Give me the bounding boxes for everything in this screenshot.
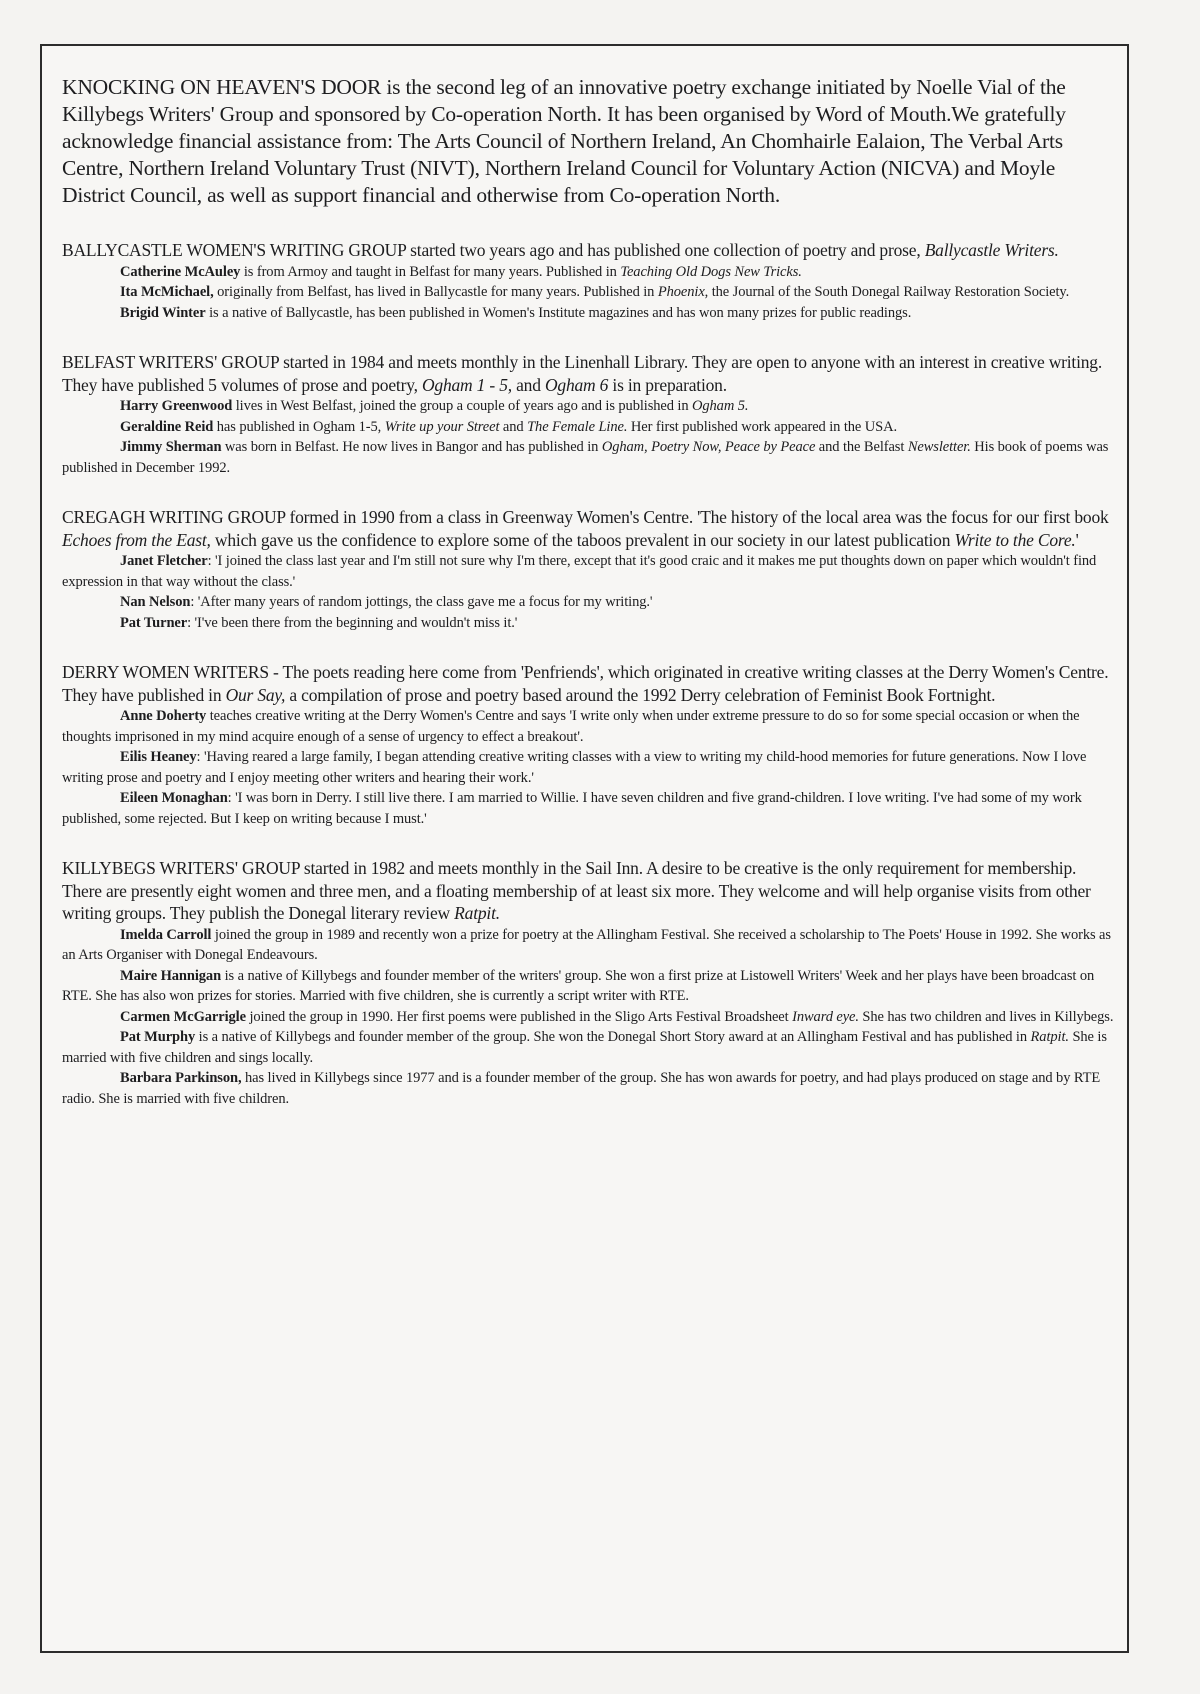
writer-entry: Ita McMichael, originally from Belfast, has lived in Ballycastle for many years. Published in Phoenix, the Journal of the South Donegal Railway Restoration Society. bbox=[120, 284, 1070, 300]
writer-name: Eilis Heaney bbox=[120, 749, 197, 765]
writer-name: Ita McMichael, bbox=[120, 284, 214, 300]
writer-name: Jimmy Sherman bbox=[120, 439, 222, 455]
publication-title: Ogham 5. bbox=[692, 398, 749, 414]
writer-entry: Carmen McGarrigle joined the group in 1990. Her first poems were published in the Sligo Arts Festival Broadsheet Inward eye. She has two children and lives in Killybegs. bbox=[120, 1008, 1114, 1025]
publication-title: Our Say, bbox=[225, 684, 286, 705]
writer-entry: Anne Doherty teaches creative writing at the Derry Women's Centre and says 'I write only when under extreme pressure to do so for some special occasion or when the thoughts imprisoned in my mind acquire enough of a sense of urgency to effect a breakout'. bbox=[62, 708, 1080, 745]
writer-entry: Imelda Carroll joined the group in 1989 and recently won a prize for poetry at the Allingham Festival. She received a scholarship to The Poets' House in 1992. She works as an Arts Organiser with Donegal Endeavours. bbox=[62, 926, 1111, 963]
writer-name: Brigid Winter bbox=[120, 304, 206, 321]
group-name: BALLYCASTLE WOMEN'S WRITING GROUP bbox=[62, 240, 406, 260]
publication-title: Ballycastle Writers. bbox=[924, 240, 1059, 260]
publication-title: Echoes from the East, bbox=[62, 529, 211, 550]
writer-name: Imelda Carroll bbox=[120, 926, 212, 943]
writer-entry: Barbara Parkinson, has lived in Killybegs since 1977 and is a founder member of the group. She has won awards for poetry, and had plays produced on stage and by RTE radio. She is married with five children. bbox=[62, 1070, 1101, 1107]
writer-name: Nan Nelson bbox=[120, 594, 191, 610]
group-description: DERRY WOMEN WRITERS - The poets reading here come from 'Penfriends', which originated in creative writing classes at the Derry Women's Centre. They have published in Our Say, a compilation of prose and poetry based around the 1992 Derry celebration of Feminist Book Fortnight. bbox=[62, 662, 1109, 705]
publication-title: Ratpit. bbox=[1030, 1029, 1069, 1045]
group-name: BELFAST WRITERS' GROUP bbox=[62, 352, 279, 372]
writer-entry: Eilis Heaney: 'Having reared a large family, I began attending creative writing classes with a view to writing my child-hood memories for future generations. Now I love writing prose and poetry and I enjoy meeting other writers and hearing their work.' bbox=[62, 749, 1087, 786]
writer-entry: Pat Murphy is a native of Killybegs and founder member of the group. She won the Donegal Short Story award at an Allingham Festival and has published in Ratpit. She is married with five children and sings locally. bbox=[62, 1029, 1107, 1066]
writer-name: Catherine McAuley bbox=[120, 263, 241, 280]
publication-title: Ogham 6 bbox=[544, 374, 609, 395]
writer-name: Maire Hannigan bbox=[120, 967, 222, 984]
group-name: KILLYBEGS WRITERS' GROUP bbox=[62, 858, 300, 878]
writer-name: Barbara Parkinson, bbox=[120, 1070, 242, 1086]
group-description: BELFAST WRITERS' GROUP started in 1984 and meets monthly in the Linenhall Library. They are open to anyone with an interest in creative writing. They have published 5 volumes of prose and poetry, Ogham 1 - 5, and Ogham 6 is in preparation. bbox=[62, 352, 1103, 395]
section-cregagh bbox=[62, 506, 1114, 633]
group-description: CREGAGH WRITING GROUP formed in 1990 from a class in Greenway Women's Centre. 'The history of the local area was the focus for our first book Echoes from the East, which gave us the confidence to explore some of the taboos prevalent in our society in our latest publication Write to the Core.' bbox=[62, 507, 1109, 550]
writer-entry: Harry Greenwood lives in West Belfast, joined the group a couple of years ago and is published in Ogham 5. bbox=[120, 398, 749, 414]
intro-title: KNOCKING ON HEAVEN'S DOOR bbox=[62, 75, 382, 99]
publication-title: Phoenix bbox=[657, 284, 705, 300]
intro-paragraph bbox=[62, 74, 1114, 209]
publication-title: Ratpit. bbox=[454, 903, 500, 923]
writer-name: Anne Doherty bbox=[120, 708, 207, 724]
writer-entry: Jimmy Sherman was born in Belfast. He now lives in Bangor and has published in Ogham, Poetry Now, Peace by Peace and the Belfast Newsletter. His book of poems was published in December 1992. bbox=[62, 439, 1109, 476]
writer-entry: Eileen Monaghan: 'I was born in Derry. I still live there. I am married to Willie. I have seven children and five grand-children. I love writing. I've had some of my work published, some rejected. But I keep on writing because I must.' bbox=[62, 790, 1082, 827]
page-border bbox=[40, 44, 1129, 1653]
intro-text: is the second leg of an innovative poetry exchange initiated by Noelle Vial of the Killybegs Writers' Group and sponsored by Co-operation North. It has been organised by Word of Mouth.We gratefully acknowledge financial assistance from: The Arts Council of Northern Ireland, An Chomhairle Ealaion, The Verbal Arts Centre, Northern Ireland Voluntary Trust (NIVT), Northern Ireland Council for Voluntary Action (NICVA) and Moyle District Council, as well as support financial and otherwise from Co-operation North. bbox=[62, 75, 1066, 207]
writer-entry: Pat Turner: 'I've been there from the beginning and wouldn't miss it.' bbox=[120, 614, 518, 631]
section-derry bbox=[62, 661, 1114, 829]
publication-title: Ogham 1 - 5, bbox=[421, 374, 512, 395]
writer-name: Eileen Monaghan bbox=[120, 790, 228, 806]
group-name: DERRY WOMEN WRITERS bbox=[62, 662, 269, 682]
group-name: CREGAGH WRITING GROUP bbox=[62, 507, 286, 527]
writer-entry: Geraldine Reid has published in Ogham 1-5, Write up your Street and The Female Line. Her first published work appeared in the USA. bbox=[120, 418, 898, 435]
writer-entry: Janet Fletcher: 'I joined the class last year and I'm still not sure why I'm there, except that it's good craic and it makes me put thoughts down on paper which wouldn't find expression in that way without the class.' bbox=[62, 553, 1097, 590]
group-description: KILLYBEGS WRITERS' GROUP started in 1982 and meets monthly in the Sail Inn. A desire to be creative is the only requirement for membership. There are presently eight women and three men, and a floating membership of at least six more. They welcome and will help organise visits from other writing groups. They publish the Donegal literary review Ratpit. bbox=[62, 858, 1091, 923]
page-content bbox=[58, 74, 1114, 1137]
writer-name: Pat Murphy bbox=[120, 1029, 196, 1045]
writer-entry: Catherine McAuley is from Armoy and taught in Belfast for many years. Published in Teaching Old Dogs New Tricks. bbox=[120, 263, 802, 280]
writer-entry: Nan Nelson: 'After many years of random jottings, the class gave me a focus for my writing.' bbox=[120, 594, 653, 610]
writer-entry: Brigid Winter is a native of Ballycastle, has been published in Women's Institute magazines and has won many prizes for public readings. bbox=[120, 304, 912, 321]
writer-name: Pat Turner bbox=[120, 614, 188, 631]
publication-title: Ogham, Poetry Now, Peace by Peace bbox=[601, 439, 816, 455]
publication-title: Write up your Street bbox=[384, 418, 500, 435]
writer-name: Janet Fletcher bbox=[120, 553, 208, 569]
section-killybegs bbox=[62, 857, 1114, 1109]
writer-name: Geraldine Reid bbox=[120, 418, 214, 435]
publication-title: Write to the Core. bbox=[954, 529, 1076, 550]
group-description: BALLYCASTLE WOMEN'S WRITING GROUP started two years ago and has published one collection of poetry and prose, Ballycastle Writers. bbox=[62, 240, 1059, 260]
publication-title: Inward eye. bbox=[792, 1008, 859, 1025]
publication-title: Newsletter. bbox=[907, 439, 971, 455]
section-ballycastle bbox=[62, 239, 1114, 323]
publication-title: Teaching Old Dogs New Tricks. bbox=[620, 263, 802, 280]
writer-name: Harry Greenwood bbox=[120, 398, 233, 414]
section-belfast bbox=[62, 351, 1114, 478]
writer-name: Carmen McGarrigle bbox=[120, 1008, 246, 1025]
writer-entry: Maire Hannigan is a native of Killybegs and founder member of the writers' group. She won a first prize at Listowell Writers' Week and her plays have been broadcast on RTE. She has also won prizes for stories. Married with five children, she is currently a script writer with RTE. bbox=[62, 967, 1095, 1004]
publication-title: The Female Line. bbox=[527, 418, 628, 435]
